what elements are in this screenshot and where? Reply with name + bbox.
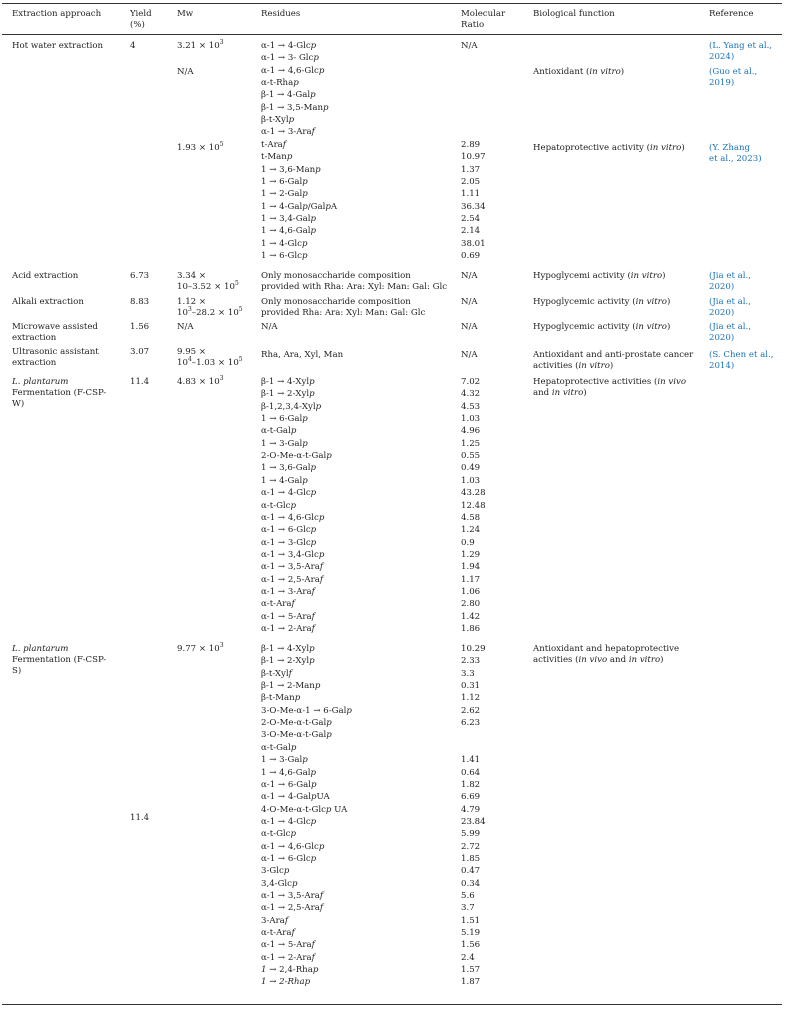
ratio-cell: 5.6 [461, 891, 475, 901]
ratio-cell: 23.84 [461, 816, 486, 827]
approach-cell: extraction [12, 333, 57, 343]
header-mw: Mw [177, 9, 194, 19]
residue-cell: β-1 → 3,5-Manp [261, 102, 329, 113]
approach-cell: Microwave assisted [12, 322, 98, 332]
ratio-cell: N/A [461, 297, 478, 307]
residue-cell: α-t-Rhap [261, 78, 299, 89]
yield-cell: 11.4 [130, 377, 150, 387]
residue-cell: 1 → 4,6-Galp [261, 226, 316, 237]
residue-cell: 1 → 6-Glcp [261, 250, 308, 261]
residue-cell: 3,4-Glcp [261, 878, 298, 889]
reference-link[interactable]: (Jia et al., 2020) [709, 271, 752, 292]
residue-cell: α-1 → 5-Araf [261, 940, 315, 951]
residue-cell: α-1 → 6-Glcp [261, 525, 317, 536]
residue-cell: α-t-Galp [261, 742, 297, 753]
residue-cell: β-1 → 4-Xylp [261, 377, 315, 387]
residue-cell: 4-O-Me-α-t-Glcp UA [261, 804, 348, 815]
residue-cell: β-t-Xylf [261, 668, 292, 679]
ratio-cell: 3.3 [461, 668, 475, 679]
function-cell: Hepatoprotective activity (in vitro) [533, 143, 685, 153]
function-cell: Antioxidant and anti-prostate cancer activities (in vitro) [533, 350, 694, 371]
residue-cell: 2-O-Me-α-t-Galp [261, 451, 332, 462]
ratio-cell: 3.7 [461, 903, 475, 914]
ratio-cell: 7.02 [461, 377, 481, 387]
residue-cell: α-1 → 3- Glcp [261, 53, 319, 64]
approach-cell: Acid extraction [12, 271, 79, 281]
ratio-cell: 4.96 [461, 426, 481, 437]
residue-cell: α-1 → 2,5-Araf [261, 574, 324, 585]
residue-cell: t-Araf [261, 139, 286, 150]
yield-cell: 6.73 [130, 271, 150, 281]
header-yield [130, 9, 152, 31]
mw-cell: 9.95 × $10^4-1.03 \times 10^5$ [177, 347, 243, 368]
ratio-cell: N/A [461, 271, 478, 281]
residue-cell: β-1 → 2-Xylp [261, 389, 315, 400]
function-cell: Hypoglycemi activity (in vitro) [533, 271, 666, 281]
function-cell: Antioxidant and hepatoprotective activities (in vivo and in vitro) [533, 644, 680, 665]
ratio-cell: 38.01 [461, 238, 486, 249]
ratio-cell: 1.82 [461, 779, 481, 790]
ratio-cell: 0.55 [461, 451, 481, 462]
ratio-cell: 10.29 [461, 644, 486, 654]
ratio-cell: 1.24 [461, 525, 481, 536]
header-rule [2, 34, 782, 35]
residue-cell: Only monosaccharide composition [261, 271, 411, 281]
ratio-cell: 2.54 [461, 213, 481, 224]
mw-cell: 1.12 × $10^3-28.2 \times 10^5$ [177, 297, 243, 318]
ratio-cell: 1.56 [461, 940, 481, 951]
ratio-cell: 10.97 [461, 152, 486, 163]
header-yield-line1: Yield [130, 9, 152, 19]
residue-cell: 1 → 2-Galp [261, 189, 308, 200]
ratio-cell: N/A [461, 322, 478, 332]
ratio-cell: 2.62 [461, 705, 481, 716]
header-ratio-line1: Molecular [461, 9, 506, 19]
approach-cell: L. plantarum [12, 377, 69, 387]
header-approach: Extraction approach [12, 9, 102, 19]
ratio-cell: 1.17 [461, 574, 481, 585]
mw-cell: 3.34 × $10-3.52 \times 10^5$ [177, 271, 239, 292]
ratio-cell: 1.57 [461, 965, 481, 976]
residue-cell: 1 → 4-Galp/GalpA [261, 201, 338, 212]
ratio-cell: 4.53 [461, 401, 481, 412]
mw-cell: $3.21 \times 10^3$ [177, 39, 224, 51]
residue-cell: β-t-Manp [261, 693, 301, 704]
approach-cell: extraction [12, 358, 57, 368]
ratio-cell: 2.05 [461, 176, 481, 187]
residue-cell: 1 → 3-Galp [261, 755, 308, 766]
ratio-cell: 1.42 [461, 611, 481, 622]
ratio-cell: 1.12 [461, 693, 481, 704]
ratio-cell: 2.33 [461, 656, 481, 667]
residue-cell: α-t-Araf [261, 599, 295, 610]
ratio-cell: 1.03 [461, 414, 481, 425]
residue-cell: β-1,2,3,4-Xylp [261, 401, 322, 412]
residue-cell: α-1 → 4,6-Glcp [261, 841, 325, 852]
residue-cell: β-1 → 2-Xylp [261, 656, 315, 667]
reference-link[interactable]: (Guo et al., 2019) [709, 67, 758, 88]
residue-cell: 1 → 3,4-Galp [261, 213, 316, 224]
yield-cell: 1.56 [130, 322, 150, 332]
residue-cell: 3-O-Me-α-t-Galp [261, 730, 332, 741]
ratio-cell: 6.23 [461, 718, 481, 729]
residue-cell: t-Manp [261, 152, 293, 163]
approach-cell: S) [12, 666, 22, 676]
residue-cell: α-1 → 3,4-Glcp [261, 549, 325, 560]
residue-cell: α-1 → 3-Araf [261, 127, 315, 138]
residue-cell: α-1 → 3-Araf [261, 586, 315, 597]
approach-cell: L. plantarum [12, 644, 69, 654]
bottom-rule [2, 1004, 782, 1005]
ratio-cell: 0.64 [461, 767, 481, 778]
residue-cell: α-1 → 2-Araf [261, 624, 315, 634]
residue-cell: Rha, Ara, Xyl, Man [261, 350, 344, 360]
residue-cell: α-1 → 4-Glcp [261, 816, 317, 827]
ratio-cell: 2.80 [461, 599, 481, 610]
residue-cell: 1 → 3,6-Galp [261, 463, 316, 474]
ratio-cell: 1.86 [461, 624, 481, 634]
residue-cell: 1 → 3,6-Manp [261, 164, 321, 175]
ratio-cell: 1.51 [461, 915, 481, 926]
approach-cell: Fermentation (F-CSP- [12, 655, 107, 665]
residue-cell: α-1 → 4-Glcp [261, 41, 317, 51]
ratio-cell: 4.58 [461, 512, 481, 523]
residue-cell: β-1 → 2-Manp [261, 681, 321, 692]
mw-cell: N/A [177, 67, 194, 77]
residue-cell: α-1 → 3,5-Araf [261, 562, 324, 573]
ratio-cell: 1.94 [461, 562, 481, 573]
yield-cell: 11.4 [130, 813, 150, 823]
residue-cell: α-t-Araf [261, 928, 295, 939]
function-cell: Hypoglycemic activity (in vitro) [533, 322, 671, 332]
mw-cell: $4.83 \times 10^3$ [177, 375, 224, 387]
top-rule [2, 3, 782, 4]
ratio-cell: 5.99 [461, 829, 481, 840]
residue-cell: α-1 → 3,5-Araf [261, 891, 324, 901]
residue-cell: α-1 → 2,5-Araf [261, 903, 324, 914]
residue-cell: α-1 → 3-Glcp [261, 537, 317, 548]
residue-cell: provided with Rha: Ara: Xyl: Man: Gal: Glc [261, 282, 448, 292]
ratio-cell: 4.79 [461, 804, 481, 815]
residue-cell: β-1 → 4-Xylp [261, 644, 315, 654]
ratio-cell: N/A [461, 350, 478, 360]
yield-cell: 8.83 [130, 297, 150, 307]
residue-cell: α-1 → 6-Glcp [261, 853, 317, 864]
residue-cell: 1 → 4-Glcp [261, 238, 308, 249]
ratio-cell: 0.34 [461, 878, 481, 889]
ratio-cell: N/A [461, 41, 478, 51]
ratio-cell: 1.25 [461, 438, 481, 449]
ratio-cell: 1.85 [461, 853, 481, 864]
residue-cell: α-t-Galp [261, 426, 297, 437]
residue-cell: α-1 → 4-GalpUA [261, 792, 330, 803]
residue-cell: 1 → 4-Galp [261, 475, 308, 486]
residue-cell: α-1 → 5-Araf [261, 611, 315, 622]
yield-cell: 4 [130, 41, 136, 51]
residue-cell: 3-O-Me-α-1 → 6-Galp [261, 705, 352, 716]
ratio-cell: 1.29 [461, 549, 481, 560]
ratio-cell: 2.72 [461, 841, 481, 852]
approach-cell: Hot water extraction [12, 41, 104, 51]
residue-cell: 1 → 6-Galp [261, 176, 308, 187]
residue-cell: α-1 → 2-Araf [261, 952, 315, 963]
residue-cell: Only monosaccharide composition [261, 297, 411, 307]
residue-cell: α-1 → 4,6-Glcp [261, 65, 325, 76]
mw-cell: $1.93 \times 10^5$ [177, 141, 224, 153]
ratio-cell: 0.49 [461, 463, 481, 474]
reference-link[interactable]: (Jia et al., 2020) [709, 297, 752, 318]
header-ratio-line2: Ratio [461, 20, 485, 30]
ratio-cell: 2.4 [461, 952, 475, 963]
ratio-cell: 0.47 [461, 866, 481, 877]
header-ratio [461, 9, 505, 31]
header-residues: Residues [261, 9, 301, 19]
reference-link[interactable]: (S. Chen et al., 2014) [709, 350, 774, 371]
residue-cell: 3-Glcp [261, 866, 290, 877]
header-reference: Reference [709, 9, 754, 19]
residue-cell: 3-Araf [261, 915, 288, 926]
residue-cell: α-1 → 6-Galp [261, 779, 317, 790]
function-cell: Hepatoprotective activities (in vivo and in vitro) [533, 377, 687, 398]
ratio-cell: 1.87 [461, 977, 481, 988]
approach-cell: Alkali extraction [12, 297, 84, 307]
residue-cell: 1 → 2-Rhap [261, 977, 311, 988]
header-function: Biological function [533, 9, 615, 19]
reference-link[interactable]: (Jia et al., 2020) [709, 322, 752, 343]
residue-cell: N/A [261, 322, 278, 332]
yield-cell: 3.07 [130, 347, 150, 357]
residue-cell: 1 → 2,4-Rhap [261, 965, 319, 976]
ratio-cell: 0.9 [461, 537, 475, 548]
reference-link[interactable]: (L. Yang et al., 2024) [709, 41, 773, 62]
residue-cell: β-1 → 4-Galp [261, 90, 316, 101]
ratio-cell: 5.19 [461, 928, 481, 939]
reference-link[interactable]: (Y. Zhang et al., 2023) [709, 143, 762, 164]
header-yield-line2: (%) [130, 20, 145, 30]
approach-cell: W) [12, 399, 25, 409]
residue-cell: α-t-Glcp [261, 500, 297, 511]
mw-cell: $9.77 \times 10^3$ [177, 642, 224, 654]
residue-cell: 2-O-Me-α-t-Galp [261, 718, 332, 729]
residue-cell: α-t-Glcp [261, 829, 297, 840]
ratio-cell: 0.31 [461, 681, 481, 692]
residue-cell: provided Rha: Ara: Xyl: Man: Gal: Glc [261, 308, 426, 318]
ratio-cell: 1.06 [461, 586, 481, 597]
function-cell: Hypoglycemic activity (in vitro) [533, 297, 671, 307]
approach-cell: Fermentation (F-CSP- [12, 388, 107, 398]
ratio-cell: 4.32 [461, 389, 481, 400]
residue-cell: β-t-Xylp [261, 115, 295, 126]
ratio-cell: 0.69 [461, 250, 481, 261]
ratio-cell: 1.37 [461, 164, 481, 175]
ratio-cell: 2.89 [461, 139, 481, 150]
mw-cell: N/A [177, 322, 194, 332]
ratio-cell: 1.11 [461, 189, 481, 200]
residue-cell: α-1 → 4,6-Glcp [261, 512, 325, 523]
ratio-cell: 12.48 [461, 500, 486, 511]
residue-cell: 1 → 4,6-Galp [261, 767, 316, 778]
residue-cell: 1 → 3-Galp [261, 438, 308, 449]
ratio-cell: 1.03 [461, 475, 481, 486]
ratio-cell: 6.69 [461, 792, 481, 803]
ratio-cell: 36.34 [461, 201, 486, 212]
function-cell: Antioxidant (in vitro) [533, 67, 625, 77]
ratio-cell: 2.14 [461, 226, 481, 237]
approach-cell: Ultrasonic assistant [12, 347, 99, 357]
residue-cell: 1 → 6-Galp [261, 414, 308, 425]
ratio-cell: 43.28 [461, 488, 486, 499]
ratio-cell: 1.41 [461, 755, 481, 766]
residue-cell: α-1 → 4-Glcp [261, 488, 317, 499]
